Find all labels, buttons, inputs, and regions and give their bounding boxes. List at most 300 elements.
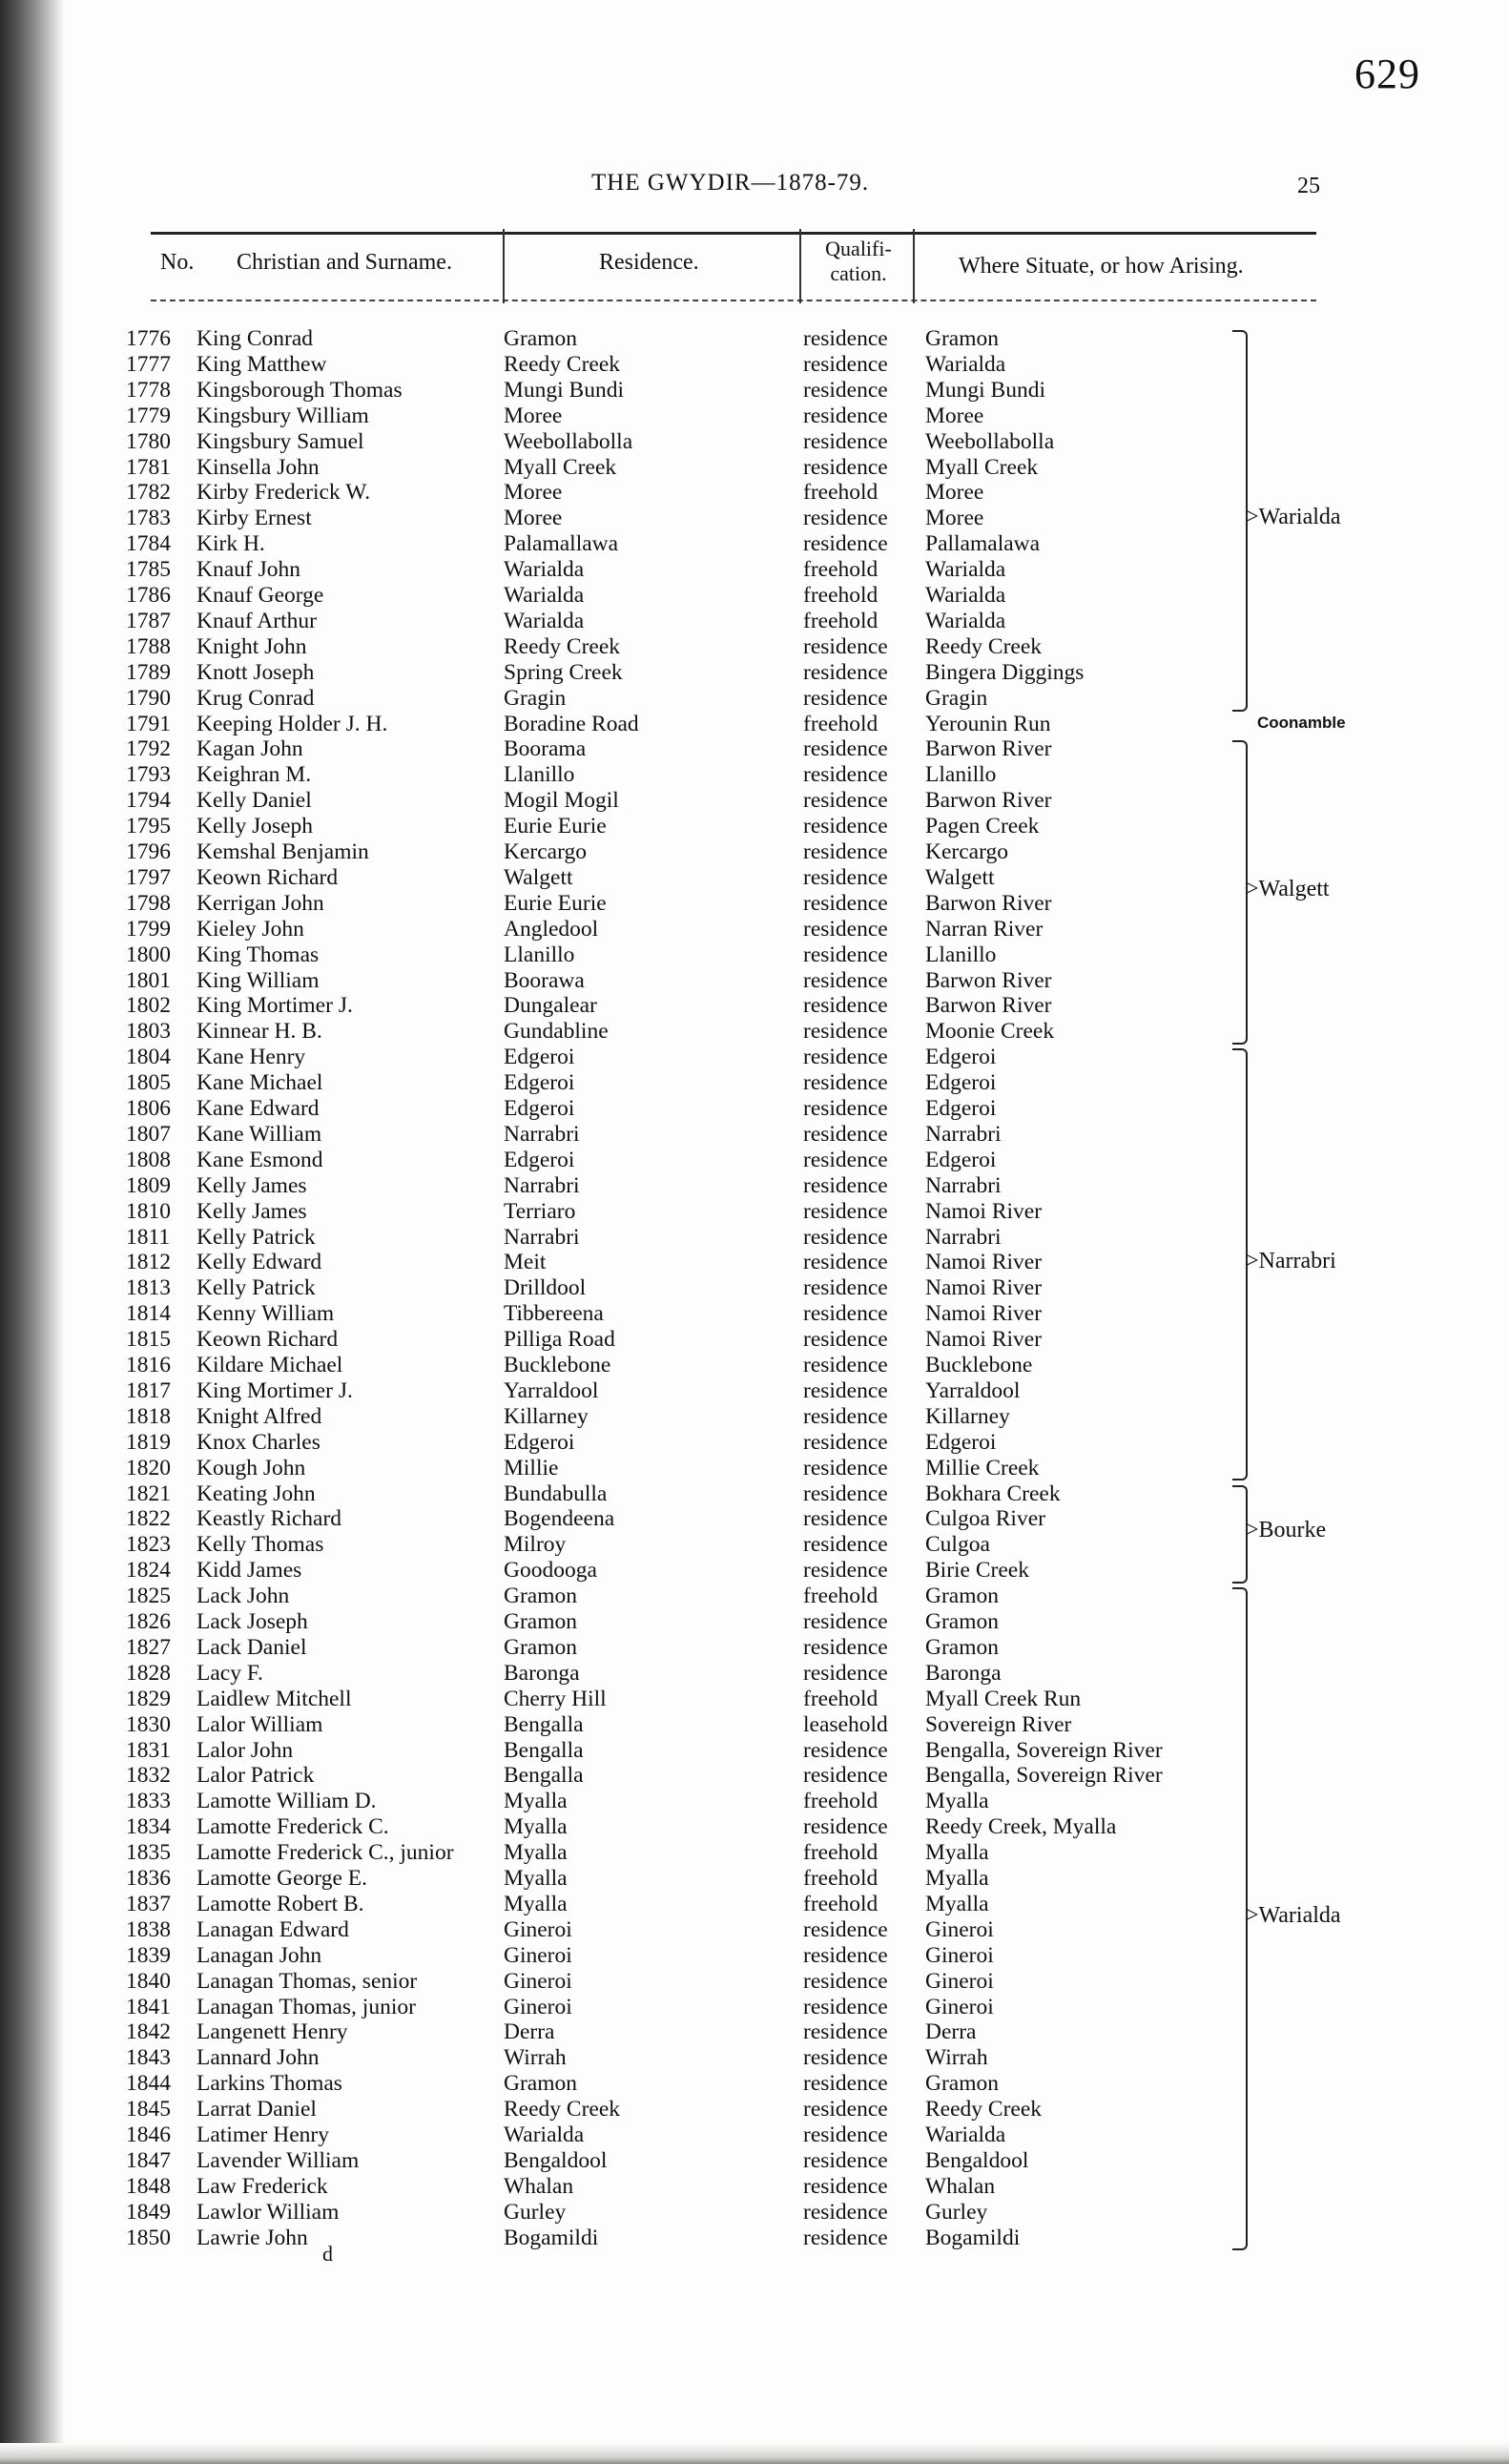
entry-number: 1792 — [126, 736, 171, 762]
entry-where-situate: Moree — [925, 506, 984, 531]
entry-residence: Eurie Eurie — [504, 890, 607, 916]
entry-qualification: freehold — [803, 557, 879, 583]
entry-where-situate: Gineroi — [925, 1968, 994, 1994]
entry-residence: Bundabulla — [504, 1480, 608, 1506]
entry-name: Lack John — [196, 1584, 290, 1609]
column-divider — [799, 229, 801, 303]
entry-where-situate: Narrabri — [925, 1172, 1002, 1198]
entry-where-situate: Moonie Creek — [925, 1019, 1055, 1045]
entry-where-situate: Mungi Bundi — [925, 377, 1046, 403]
entry-where-situate: Gramon — [925, 1584, 1000, 1609]
entry-name: Kelly Edward — [196, 1250, 322, 1275]
entry-number: 1798 — [126, 890, 171, 916]
table-row — [0, 2148, 1240, 2174]
table-row — [0, 839, 1240, 865]
table-row — [0, 1430, 1240, 1456]
entry-residence: Dungalear — [504, 993, 597, 1019]
entry-number: 1842 — [126, 2019, 171, 2045]
table-row — [0, 404, 1240, 429]
entry-residence: Warialda — [504, 2122, 585, 2147]
entry-where-situate: Kercargo — [925, 839, 1008, 864]
table-row — [0, 1456, 1240, 1481]
entry-number: 1844 — [126, 2071, 171, 2097]
entry-number: 1831 — [126, 1737, 171, 1763]
brace-point-icon: > — [1246, 1902, 1259, 1928]
entry-where-situate: Pallamalawa — [925, 531, 1041, 557]
brace-point-icon: > — [1246, 876, 1259, 901]
entry-name: Kinsella John — [196, 454, 320, 480]
entry-where-situate: Millie Creek — [925, 1455, 1040, 1480]
entry-number: 1781 — [126, 454, 171, 480]
entry-number: 1803 — [126, 1019, 171, 1045]
entry-number: 1837 — [126, 1891, 171, 1916]
entry-qualification: residence — [803, 1403, 888, 1429]
entry-where-situate: Yarraldool — [925, 1377, 1021, 1403]
entry-residence: Narrabri — [504, 1172, 580, 1198]
entry-name: Langenett Henry — [196, 2019, 348, 2045]
entry-number: 1808 — [126, 1147, 171, 1172]
entry-name: Lanagan Edward — [196, 1916, 349, 1942]
entry-where-situate: Moree — [925, 403, 984, 428]
entry-residence: Killarney — [504, 1403, 589, 1429]
table-row — [0, 326, 1240, 352]
entry-name: Knight John — [196, 633, 307, 659]
entry-qualification: residence — [803, 736, 888, 762]
entry-residence: Gramon — [504, 1584, 578, 1609]
entry-qualification: residence — [803, 967, 888, 993]
table-row — [0, 609, 1240, 634]
entry-name: Knight Alfred — [196, 1403, 322, 1429]
table-row — [0, 1173, 1240, 1199]
entry-name: Kane Henry — [196, 1045, 306, 1070]
entry-number: 1806 — [126, 1096, 171, 1121]
table-row — [0, 1738, 1240, 1764]
entry-residence: Bogendeena — [504, 1506, 615, 1532]
running-head: THE GWYDIR—1878-79. — [591, 170, 870, 196]
column-divider — [503, 229, 505, 303]
entry-name: Lamotte William D. — [196, 1789, 377, 1814]
entry-qualification: residence — [803, 1814, 888, 1840]
entry-where-situate: Edgeroi — [925, 1045, 997, 1070]
entry-where-situate: Myalla — [925, 1866, 989, 1891]
entry-residence: Moree — [504, 480, 563, 506]
table-row — [0, 480, 1240, 506]
entry-residence: Meit — [504, 1250, 547, 1275]
entry-where-situate: Gramon — [925, 1609, 1000, 1634]
entry-number: 1780 — [126, 428, 171, 454]
table-row — [0, 712, 1240, 737]
entry-residence: Edgeroi — [504, 1147, 575, 1172]
entry-residence: Warialda — [504, 583, 585, 608]
entry-residence: Derra — [504, 2019, 555, 2045]
entry-qualification: residence — [803, 1480, 888, 1506]
entry-name: Kirby Ernest — [196, 506, 312, 531]
entry-qualification: residence — [803, 1532, 888, 1558]
entry-qualification: leasehold — [803, 1711, 888, 1737]
entry-qualification: residence — [803, 814, 888, 839]
entry-number: 1817 — [126, 1377, 171, 1403]
entry-number: 1802 — [126, 993, 171, 1019]
entry-name: Kelly Patrick — [196, 1224, 316, 1250]
entry-residence: Gundabline — [504, 1019, 609, 1045]
entry-where-situate: Namoi River — [925, 1327, 1043, 1353]
table-row — [0, 2226, 1240, 2251]
entry-number: 1795 — [126, 814, 171, 839]
entry-name: Lack Daniel — [196, 1634, 307, 1660]
entry-residence: Bogamildi — [504, 2225, 599, 2250]
entry-where-situate: Walgett — [925, 864, 995, 890]
table-row — [0, 1609, 1240, 1635]
district-label — [1246, 1518, 1326, 1543]
entry-where-situate: Namoi River — [925, 1275, 1043, 1301]
entry-number: 1791 — [126, 711, 171, 736]
entry-name: Laidlew Mitchell — [196, 1686, 352, 1711]
entry-name: Knott Joseph — [196, 659, 315, 685]
header-qualification: Qualifi- cation. — [825, 237, 892, 285]
table-row — [0, 1045, 1240, 1070]
entry-residence: Spring Creek — [504, 659, 623, 685]
entry-qualification: residence — [803, 1968, 888, 1994]
table-row — [0, 993, 1240, 1019]
entry-where-situate: Namoi River — [925, 1250, 1043, 1275]
entry-where-situate: Warialda — [925, 608, 1006, 633]
table-row — [0, 736, 1240, 762]
entry-name: Lavender William — [196, 2147, 360, 2173]
entry-where-situate: Namoi River — [925, 1198, 1043, 1224]
entry-number: 1846 — [126, 2122, 171, 2147]
table-row — [0, 1584, 1240, 1609]
entry-number: 1812 — [126, 1250, 171, 1275]
entry-qualification: residence — [803, 2071, 888, 2097]
entry-name: Lawlor William — [196, 2199, 340, 2225]
entry-where-situate: Narrabri — [925, 1121, 1002, 1147]
table-row — [0, 968, 1240, 994]
entry-name: Kirk H. — [196, 531, 265, 557]
entry-residence: Tibbereena — [504, 1301, 604, 1327]
entry-number: 1796 — [126, 839, 171, 864]
entry-name: Keown Richard — [196, 1327, 339, 1353]
entry-number: 1784 — [126, 531, 171, 557]
entry-number: 1830 — [126, 1711, 171, 1737]
entry-where-situate: Narran River — [925, 916, 1044, 942]
entry-name: Kingsborough Thomas — [196, 377, 403, 403]
table-row — [0, 917, 1240, 942]
entry-qualification: residence — [803, 1994, 888, 2019]
entry-number: 1828 — [126, 1660, 171, 1686]
entry-number: 1814 — [126, 1301, 171, 1327]
entry-where-situate: Warialda — [925, 2122, 1006, 2147]
entry-name: Larrat Daniel — [196, 2097, 317, 2122]
district-label — [1246, 505, 1341, 530]
entry-where-situate: Myalla — [925, 1789, 989, 1814]
entry-residence: Gineroi — [504, 1916, 572, 1942]
table-row — [0, 1353, 1240, 1378]
entry-residence: Goodooga — [504, 1558, 597, 1584]
entry-where-situate: Pagen Creek — [925, 814, 1040, 839]
entry-where-situate: Myalla — [925, 1840, 989, 1866]
entry-residence: Gramon — [504, 1634, 578, 1660]
entry-qualification: residence — [803, 2122, 888, 2147]
table-row — [0, 942, 1240, 968]
entry-residence: Warialda — [504, 608, 585, 633]
entry-name: Kirby Frederick W. — [196, 480, 371, 506]
district-label: Coonamble — [1257, 713, 1346, 732]
entry-where-situate: Gineroi — [925, 1916, 994, 1942]
entry-where-situate: Weebollabolla — [925, 428, 1055, 454]
entry-where-situate: Reedy Creek, Myalla — [925, 1814, 1117, 1840]
table-row — [0, 1225, 1240, 1251]
entry-number: 1838 — [126, 1916, 171, 1942]
entry-name: Law Frederick — [196, 2173, 328, 2199]
entry-where-situate: Derra — [925, 2019, 977, 2045]
entry-residence: Baronga — [504, 1660, 580, 1686]
entry-qualification: residence — [803, 685, 888, 711]
table-row — [0, 1814, 1240, 1840]
entry-residence: Terriaro — [504, 1198, 576, 1224]
entry-residence: Moree — [504, 403, 563, 428]
table-row — [0, 2071, 1240, 2097]
entry-number: 1821 — [126, 1480, 171, 1506]
entry-qualification: residence — [803, 2019, 888, 2045]
entry-qualification: residence — [803, 1327, 888, 1353]
entry-name: Kane Esmond — [196, 1147, 323, 1172]
entry-qualification: residence — [803, 1429, 888, 1455]
entry-where-situate: Narrabri — [925, 1224, 1002, 1250]
entry-name: Latimer Henry — [196, 2122, 329, 2147]
entry-number: 1843 — [126, 2045, 171, 2071]
table-row — [0, 891, 1240, 917]
entry-where-situate: Barwon River — [925, 890, 1052, 916]
entry-number: 1824 — [126, 1558, 171, 1584]
entry-number: 1783 — [126, 506, 171, 531]
table-row — [0, 2174, 1240, 2200]
table-row — [0, 865, 1240, 891]
entry-name: Lamotte George E. — [196, 1866, 368, 1891]
entry-name: Lawrie John — [196, 2225, 308, 2250]
entry-residence: Gineroi — [504, 1968, 572, 1994]
entry-residence: Reedy Creek — [504, 2097, 621, 2122]
table-row — [0, 506, 1240, 531]
entry-name: Lacy F. — [196, 1660, 263, 1686]
entry-qualification: freehold — [803, 480, 879, 506]
entry-number: 1834 — [126, 1814, 171, 1840]
table-row — [0, 1532, 1240, 1558]
entry-name: Kane William — [196, 1121, 322, 1147]
entry-qualification: residence — [803, 659, 888, 685]
entry-qualification: residence — [803, 1019, 888, 1045]
entry-name: Knauf Arthur — [196, 608, 317, 633]
entry-where-situate: Llanillo — [925, 762, 997, 788]
table-row — [0, 1558, 1240, 1584]
entry-number: 1840 — [126, 1968, 171, 1994]
entry-qualification: residence — [803, 993, 888, 1019]
entry-residence: Boorawa — [504, 967, 585, 993]
entry-where-situate: Bokhara Creek — [925, 1480, 1061, 1506]
entry-name: Keating John — [196, 1480, 316, 1506]
entry-name: Lalor John — [196, 1737, 294, 1763]
entry-qualification: freehold — [803, 1686, 879, 1711]
table-row — [0, 634, 1240, 660]
entry-where-situate: Reedy Creek — [925, 2097, 1043, 2122]
entry-qualification: residence — [803, 1916, 888, 1942]
entry-where-situate: Gramon — [925, 2071, 1000, 2097]
entry-name: Kenny William — [196, 1301, 335, 1327]
entry-residence: Milroy — [504, 1532, 567, 1558]
district-label — [1246, 1903, 1341, 1929]
entry-residence: Kercargo — [504, 839, 587, 864]
entry-qualification: residence — [803, 2147, 888, 2173]
entry-number: 1813 — [126, 1275, 171, 1301]
table-row — [0, 1019, 1240, 1045]
entry-residence: Myalla — [504, 1840, 568, 1866]
table-row — [0, 1917, 1240, 1943]
entry-residence: Whalan — [504, 2173, 574, 2199]
entry-residence: Wirrah — [504, 2045, 567, 2071]
entry-where-situate: Moree — [925, 480, 984, 506]
district-label-text: Narrabri — [1258, 1248, 1336, 1273]
entry-residence: Edgeroi — [504, 1429, 575, 1455]
entry-qualification: residence — [803, 2173, 888, 2199]
entry-residence: Weebollabolla — [504, 428, 633, 454]
entry-where-situate: Edgeroi — [925, 1429, 997, 1455]
table-row — [0, 531, 1240, 557]
header-no: No. — [160, 250, 195, 275]
entry-where-situate: Bogamildi — [925, 2225, 1021, 2250]
table-row — [0, 378, 1240, 404]
footer-signature-mark: d — [322, 2242, 333, 2266]
entry-residence: Edgeroi — [504, 1070, 575, 1096]
table-row — [0, 2097, 1240, 2122]
entry-number: 1826 — [126, 1609, 171, 1634]
entry-name: Kelly Daniel — [196, 788, 312, 814]
entry-name: Kemshal Benjamin — [196, 839, 369, 864]
entry-name: Lalor Patrick — [196, 1763, 315, 1789]
table-row — [0, 1763, 1240, 1789]
entry-qualification: freehold — [803, 1891, 879, 1916]
table-row — [0, 1301, 1240, 1327]
entry-name: Kelly Thomas — [196, 1532, 324, 1558]
table-row — [0, 2019, 1240, 2045]
table-row — [0, 788, 1240, 814]
entry-residence: Moree — [504, 506, 563, 531]
table-row — [0, 1148, 1240, 1173]
entry-number: 1815 — [126, 1327, 171, 1353]
entry-number: 1836 — [126, 1866, 171, 1891]
entry-residence: Yarraldool — [504, 1377, 599, 1403]
entry-name: Kidd James — [196, 1558, 302, 1584]
entry-qualification: residence — [803, 1250, 888, 1275]
entry-number: 1823 — [126, 1532, 171, 1558]
entry-residence: Mogil Mogil — [504, 788, 619, 814]
entry-residence: Myalla — [504, 1814, 568, 1840]
entry-name: Kagan John — [196, 736, 303, 762]
entry-name: Lack Joseph — [196, 1609, 308, 1634]
entry-number: 1797 — [126, 864, 171, 890]
table-row — [0, 2045, 1240, 2071]
entry-where-situate: Wirrah — [925, 2045, 988, 2071]
entry-number: 1800 — [126, 942, 171, 967]
entry-where-situate: Edgeroi — [925, 1096, 997, 1121]
entry-qualification: residence — [803, 1045, 888, 1070]
entry-number: 1839 — [126, 1942, 171, 1968]
entry-qualification: residence — [803, 1172, 888, 1198]
entry-where-situate: Warialda — [925, 557, 1006, 583]
entry-qualification: residence — [803, 454, 888, 480]
page-bottom-edge-shadow — [0, 2443, 1509, 2464]
entry-number: 1789 — [126, 659, 171, 685]
entry-name: Lannard John — [196, 2045, 320, 2071]
entry-qualification: residence — [803, 1609, 888, 1634]
entry-number: 1816 — [126, 1353, 171, 1377]
table-row — [0, 762, 1240, 788]
entry-name: Kildare Michael — [196, 1353, 343, 1377]
header-where-situate: Where Situate, or how Arising. — [959, 254, 1244, 279]
brace-point-icon: > — [1246, 1248, 1259, 1273]
entry-where-situate: Sovereign River — [925, 1711, 1072, 1737]
entry-where-situate: Bengaldool — [925, 2147, 1029, 2173]
entry-qualification: residence — [803, 890, 888, 916]
header-residence: Residence. — [599, 250, 699, 275]
table-row — [0, 1122, 1240, 1148]
entry-name: Keown Richard — [196, 864, 339, 890]
district-label-text: Warialda — [1258, 1902, 1341, 1928]
table-row — [0, 1943, 1240, 1969]
entry-residence: Bengaldool — [504, 2147, 608, 2173]
entry-number: 1841 — [126, 1994, 171, 2019]
entry-where-situate: Edgeroi — [925, 1070, 997, 1096]
entry-where-situate: Edgeroi — [925, 1147, 997, 1172]
entry-name: Kelly Patrick — [196, 1275, 316, 1301]
entry-where-situate: Gramon — [925, 326, 1000, 351]
entry-number: 1794 — [126, 788, 171, 814]
entry-residence: Narrabri — [504, 1121, 580, 1147]
entry-number: 1790 — [126, 685, 171, 711]
entry-number: 1786 — [126, 583, 171, 608]
entry-number: 1782 — [126, 480, 171, 506]
entry-residence: Gramon — [504, 2071, 578, 2097]
entry-where-situate: Barwon River — [925, 993, 1052, 1019]
entry-number: 1833 — [126, 1789, 171, 1814]
entry-qualification: freehold — [803, 1866, 879, 1891]
entry-residence: Pilliga Road — [504, 1327, 615, 1353]
entry-residence: Bengalla — [504, 1763, 584, 1789]
entry-qualification: residence — [803, 1224, 888, 1250]
entry-residence: Angledool — [504, 916, 599, 942]
entry-name: Kieley John — [196, 916, 304, 942]
entry-where-situate: Birie Creek — [925, 1558, 1029, 1584]
entry-number: 1829 — [126, 1686, 171, 1711]
entry-residence: Gurley — [504, 2199, 567, 2225]
entry-name: Lanagan Thomas, junior — [196, 1994, 416, 2019]
entry-name: Lamotte Frederick C. — [196, 1814, 389, 1840]
entry-number: 1809 — [126, 1172, 171, 1198]
entry-residence: Gramon — [504, 1609, 578, 1634]
entry-qualification: residence — [803, 762, 888, 788]
entry-qualification: residence — [803, 1558, 888, 1584]
entry-name: King William — [196, 967, 320, 993]
entry-qualification: residence — [803, 1275, 888, 1301]
entry-name: Kelly James — [196, 1198, 307, 1224]
entry-residence: Reedy Creek — [504, 633, 621, 659]
table-row — [0, 1969, 1240, 1995]
entry-residence: Gineroi — [504, 1994, 572, 2019]
entry-qualification: residence — [803, 428, 888, 454]
table-row — [0, 557, 1240, 583]
entry-qualification: freehold — [803, 608, 879, 633]
entry-name: Kelly Joseph — [196, 814, 314, 839]
entry-qualification: residence — [803, 351, 888, 377]
table-row — [0, 1892, 1240, 1917]
